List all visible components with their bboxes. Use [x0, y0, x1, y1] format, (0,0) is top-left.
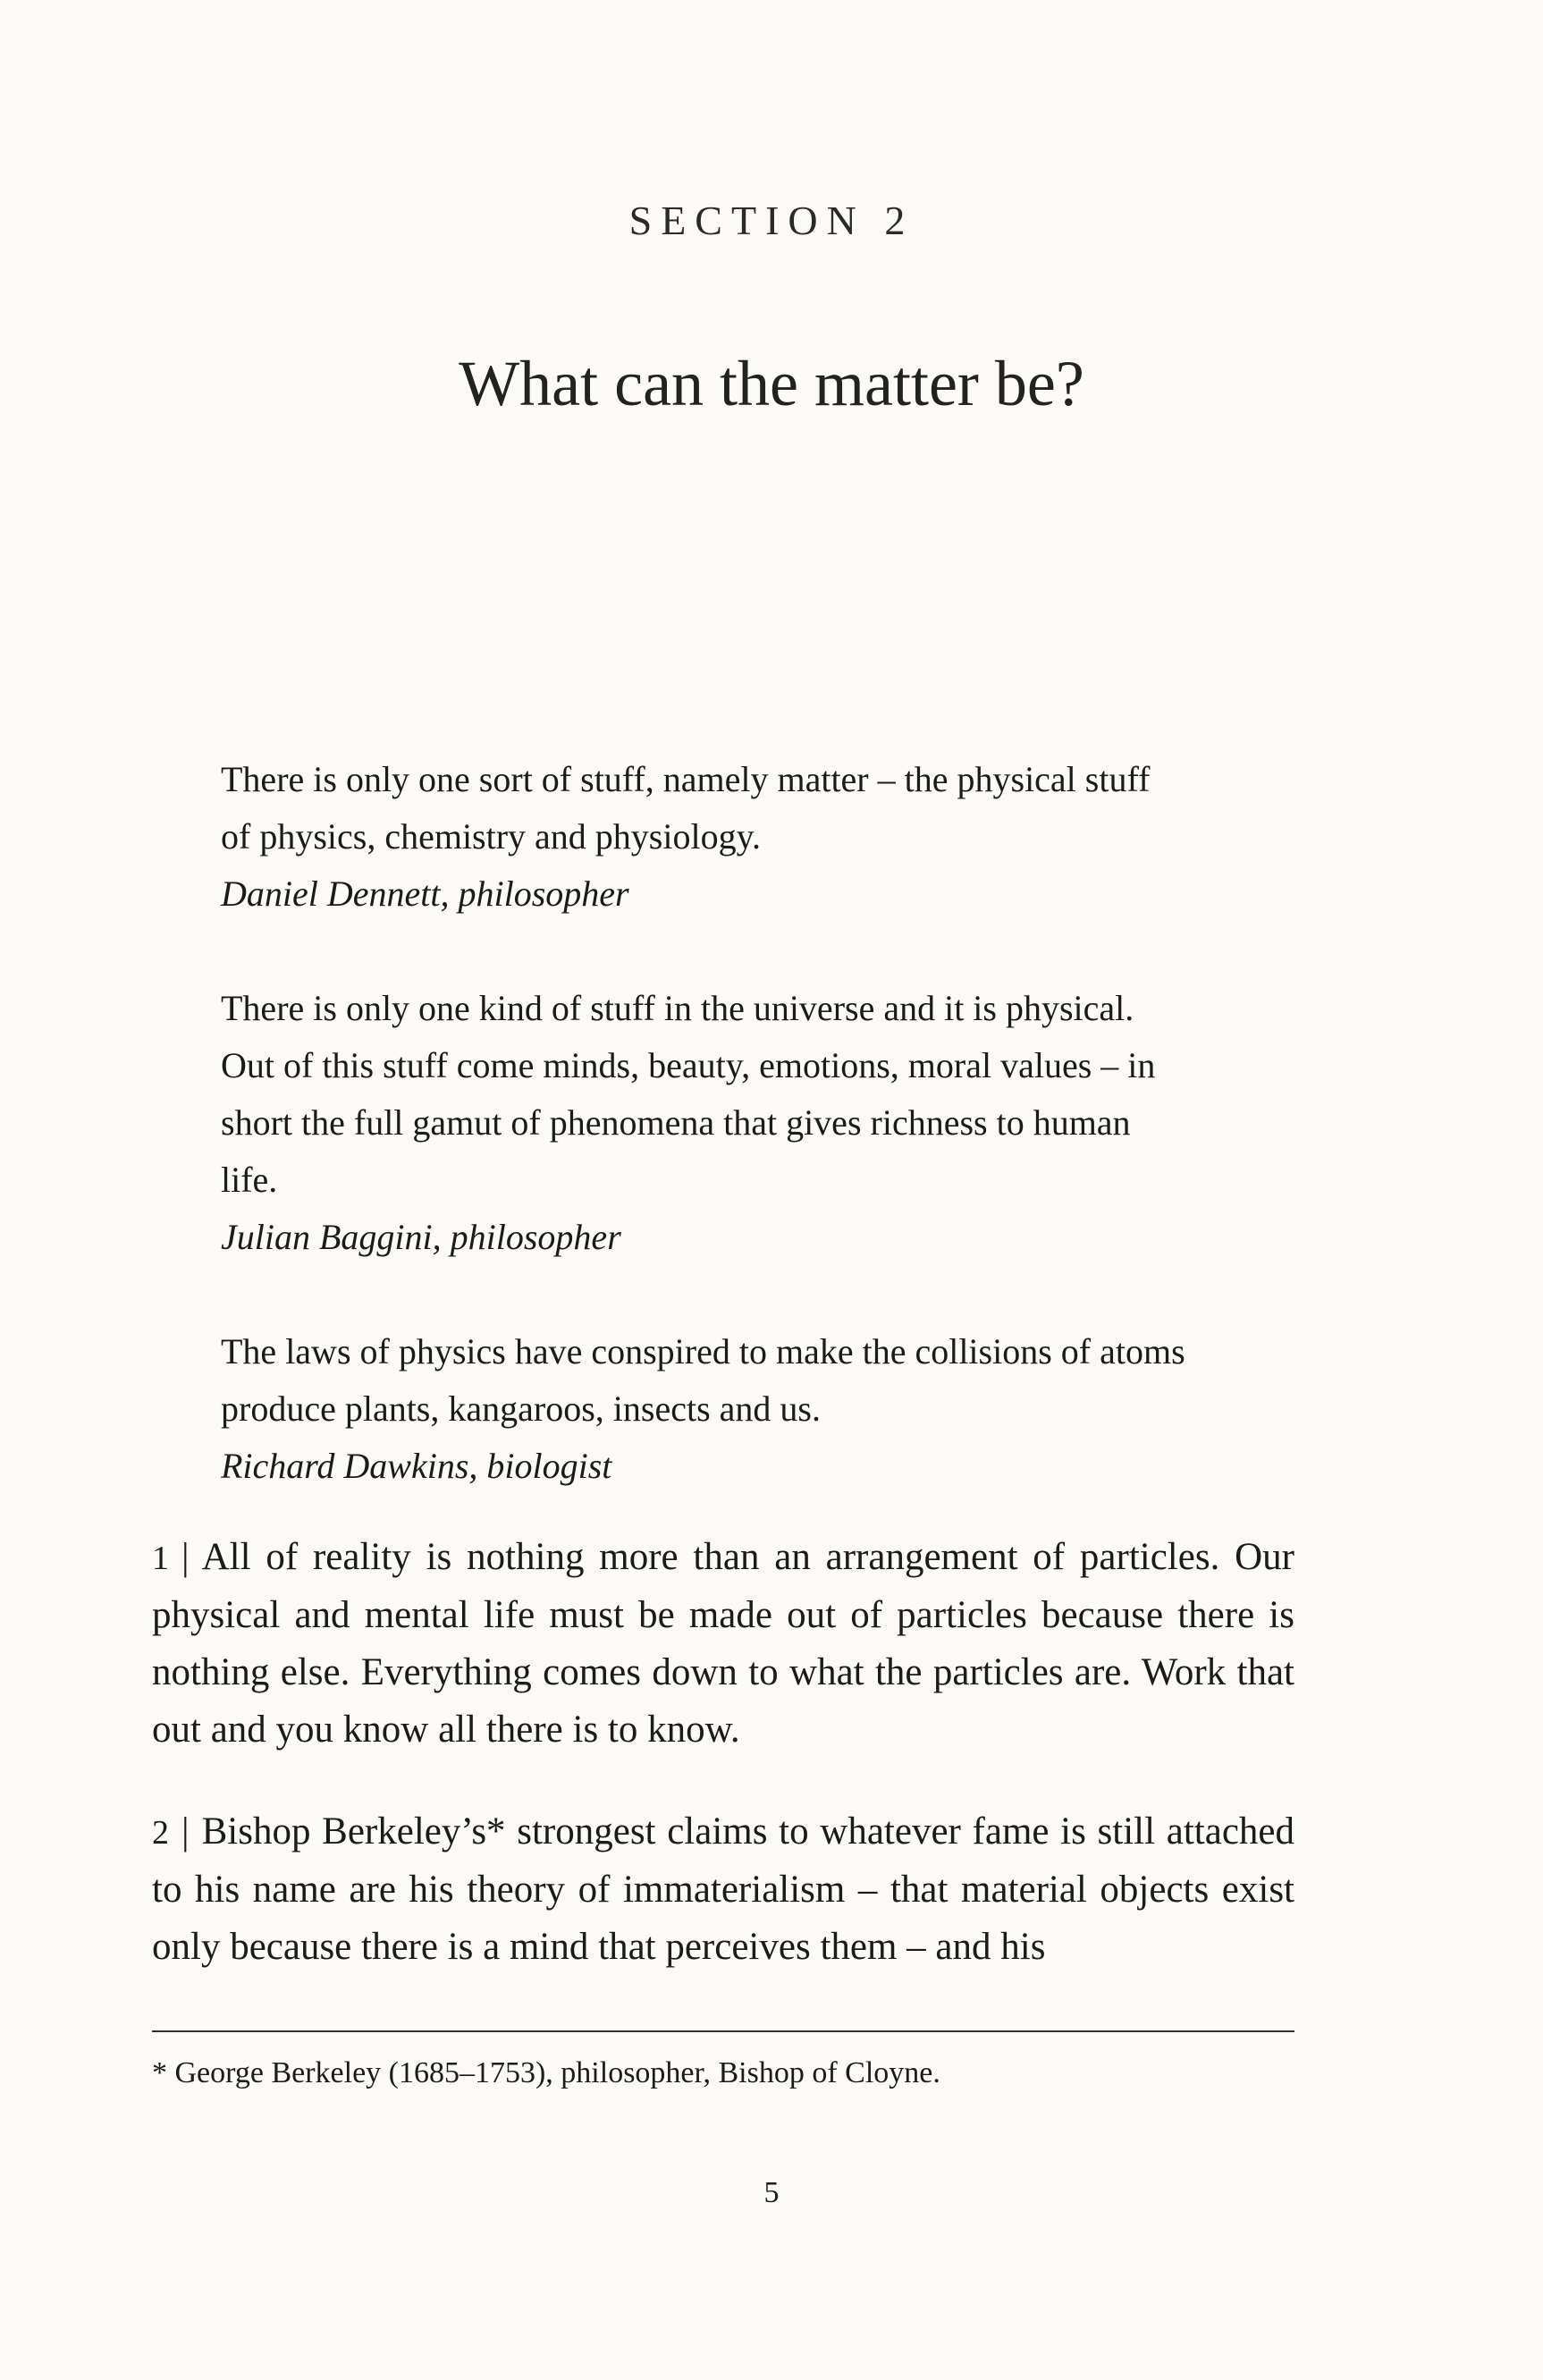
- paragraph-separator: |: [181, 1536, 190, 1578]
- epigraph-dawkins: [221, 1323, 1258, 1495]
- epigraph-dennett: [221, 751, 1258, 923]
- epigraph-quote-line: There is only one sort of stuff, namely matter – the physical stuff: [221, 759, 1151, 799]
- footnote-rule: [152, 2030, 1294, 2032]
- epigraph-attribution: Julian Baggini, philosopher: [221, 1217, 621, 1257]
- epigraph-quote-line: of physics, chemistry and physiology.: [221, 816, 762, 857]
- paragraph-number: 1: [152, 1540, 169, 1577]
- epigraphs: [221, 751, 1258, 1552]
- body-paragraphs: [152, 1529, 1294, 2021]
- epigraph-attribution: Richard Dawkins, biologist: [221, 1446, 612, 1486]
- page-number: 5: [763, 2176, 780, 2209]
- paragraph-text: All of reality is nothing more than an arrangement of particles. Our physical and mental life must be made out of particles because there is nothing else. Everything comes down to what the particles are. Work that out and you know all there is to know.: [152, 1536, 1294, 1751]
- epigraph-quote-line: short the full gamut of phenomena that gives richness to human: [221, 1102, 1131, 1143]
- paragraph-text: Bishop Berkeley’s* strongest claims to whatever fame is still attached to his name are his theory of immaterialism – that material objects exist only because there is a mind that perceives them – and his: [152, 1810, 1294, 1968]
- epigraph-quote-line: life.: [221, 1160, 278, 1200]
- epigraph-baggini: [221, 980, 1258, 1266]
- epigraph-quote-line: There is only one kind of stuff in the universe and it is physical.: [221, 988, 1134, 1028]
- epigraph-attribution: Daniel Dennett, philosopher: [221, 874, 629, 914]
- numbered-paragraph-2: [152, 1803, 1294, 1976]
- epigraph-quote-line: Out of this stuff come minds, beauty, emotions, moral values – in: [221, 1045, 1156, 1085]
- paragraph-number: 2: [152, 1814, 169, 1852]
- epigraph-quote-line: The laws of physics have conspired to make the collisions of atoms: [221, 1331, 1185, 1371]
- footnote: * George Berkeley (1685–1753), philosopher, Bishop of Cloyne.: [152, 2056, 940, 2089]
- section-label: SECTION 2: [628, 198, 915, 243]
- chapter-title: What can the matter be?: [459, 348, 1084, 419]
- paragraph-separator: |: [181, 1810, 190, 1853]
- epigraph-quote-line: produce plants, kangaroos, insects and us.: [221, 1388, 821, 1429]
- numbered-paragraph-1: [152, 1529, 1294, 1759]
